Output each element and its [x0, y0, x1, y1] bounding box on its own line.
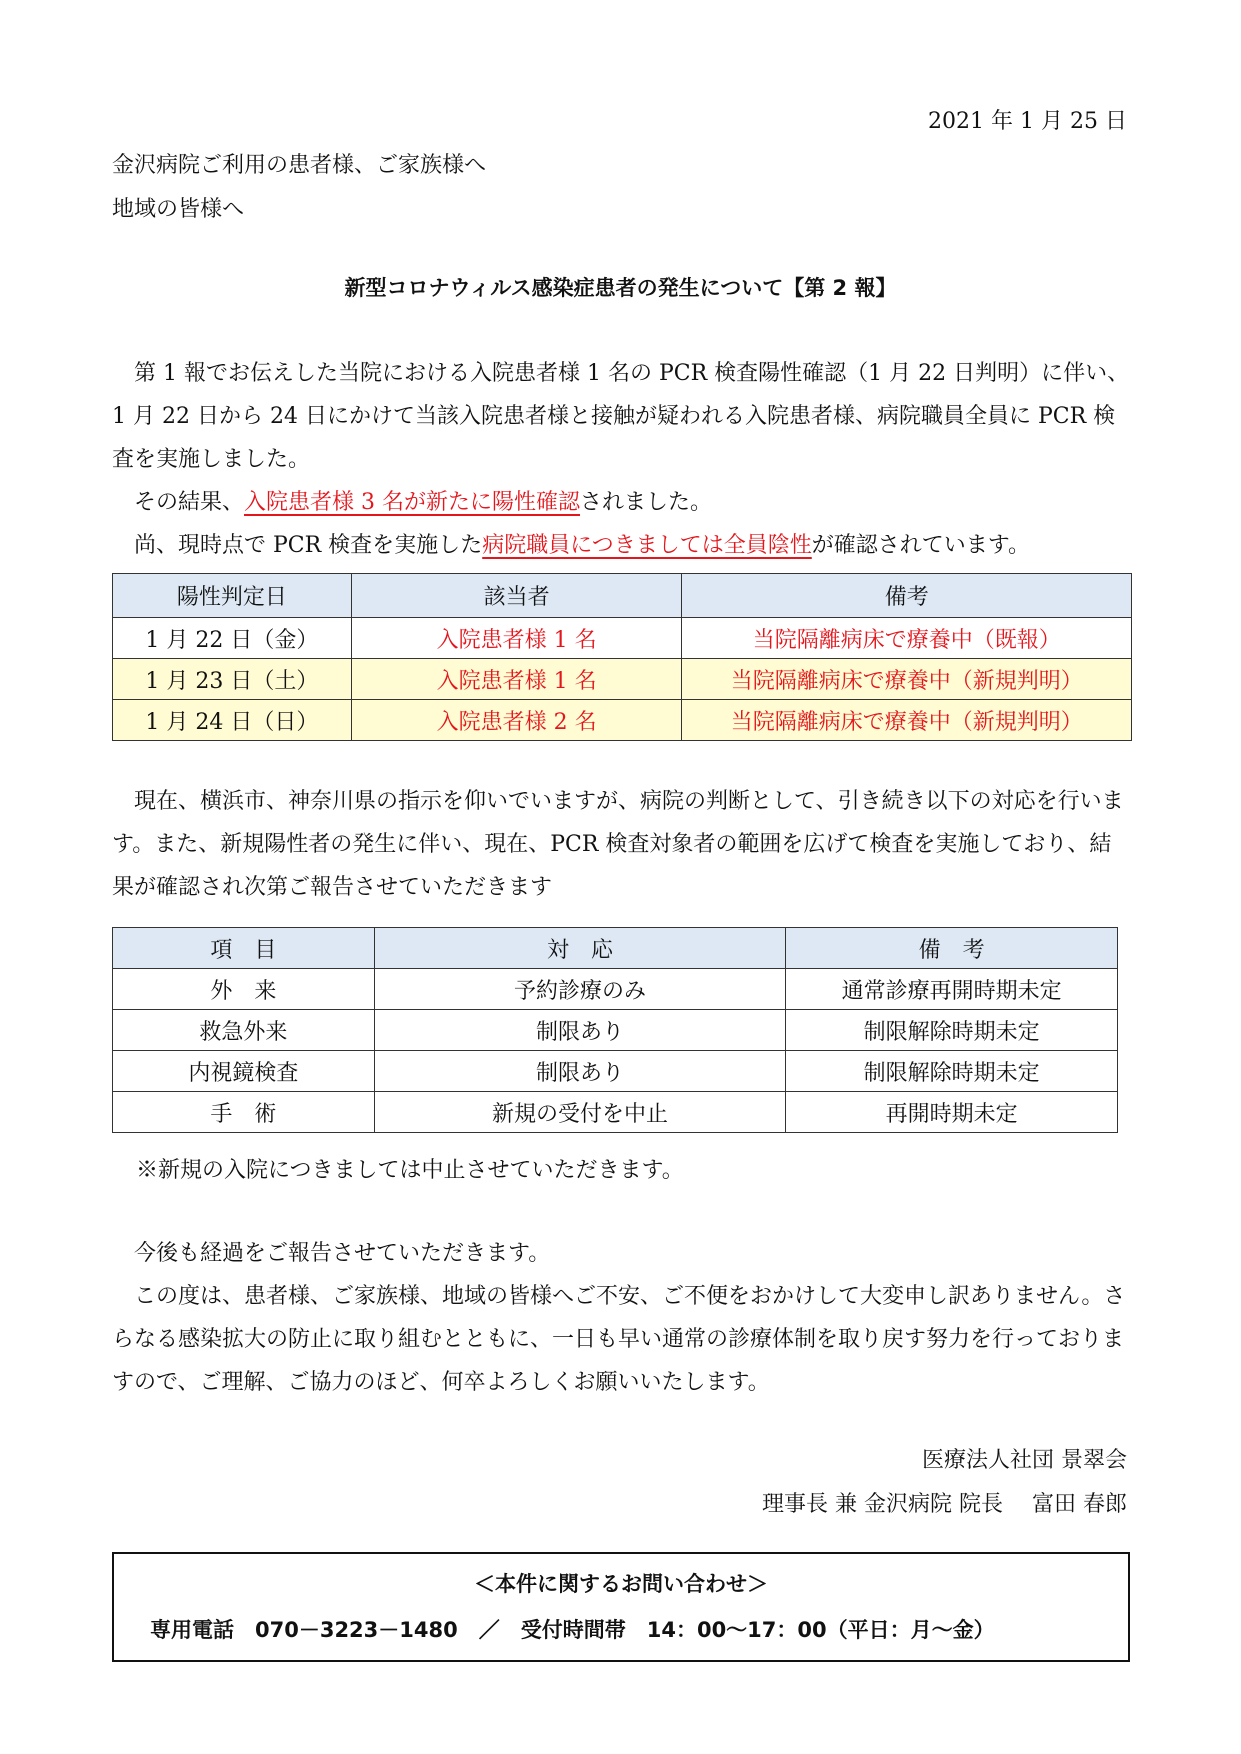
closing-section [112, 1232, 1132, 1404]
intro-section [112, 352, 1132, 567]
table-row [113, 1092, 1118, 1133]
table-header-row [113, 574, 1132, 618]
cell-person: 入院患者様 2 名 [351, 700, 682, 741]
table-row [113, 659, 1132, 700]
positive-cases-table [112, 573, 1132, 741]
cell-person: 入院患者様 1 名 [351, 618, 682, 659]
cell-note: 当院隔離病床で療養中（既報） [682, 618, 1132, 659]
header-action: 対 応 [374, 928, 786, 969]
contact-details: 専用電話 070－3223－1480 ／ 受付時間帯 14：00～17：00（平日：月～金） [150, 1618, 995, 1642]
table-row [113, 969, 1118, 1010]
staff-suffix: が確認されています。 [811, 533, 1031, 558]
header-date: 陽性判定日 [113, 574, 352, 618]
document-date: 2021 年 1 月 25 日 [928, 109, 1127, 134]
header-note: 備 考 [786, 928, 1118, 969]
cell-note: 制限解除時期未定 [786, 1010, 1118, 1051]
cell-note: 当院隔離病床で療養中（新規判明） [682, 659, 1132, 700]
contact-heading: ＜本件に関するお問い合わせ＞ [474, 1572, 768, 1596]
cell-date: 1 月 24 日（日） [113, 700, 352, 741]
addressee-community: 地域の皆様へ [112, 197, 245, 222]
cell-action: 制限あり [374, 1051, 786, 1092]
intro-paragraph: 第 1 報でお伝えした当院における入院患者様 1 名の PCR 検査陽性確認（1 月 22 日判明）に伴い、1 月 22 日から 24 日にかけて当該入院患者様と接触が疑われる入院患者様、病院職員全員に PCR 検査を実施しました。 [112, 361, 1130, 472]
cell-note: 制限解除時期未定 [786, 1051, 1118, 1092]
table-row [113, 700, 1132, 741]
staff-negative-highlight: 病院職員につきましては全員陰性 [482, 533, 812, 558]
signature-organization: 医療法人社団 景翠会 [922, 1448, 1127, 1473]
cell-item: 外 来 [113, 969, 375, 1010]
staff-prefix: 尚、現時点で PCR 検査を実施した [112, 533, 483, 558]
result-suffix: されました。 [580, 490, 713, 515]
cell-note: 再開時期未定 [786, 1092, 1118, 1133]
cell-note: 当院隔離病床で療養中（新規判明） [682, 700, 1132, 741]
result-prefix: その結果、 [112, 490, 245, 515]
cell-date: 1 月 23 日（土） [113, 659, 352, 700]
signature-person: 理事長 兼 金沢病院 院長 富田 春郎 [762, 1492, 1127, 1517]
admission-note: ※新規の入院につきましては中止させていただきます。 [136, 1158, 684, 1183]
header-item: 項 目 [113, 928, 375, 969]
header-note: 備考 [682, 574, 1132, 618]
cell-item: 救急外来 [113, 1010, 375, 1051]
addressee-patients: 金沢病院ご利用の患者様、ご家族様へ [112, 153, 487, 178]
new-positive-highlight: 入院患者様 3 名が新たに陽性確認 [244, 490, 581, 515]
closing-line: 今後も経過をご報告させていただきます。 [112, 1241, 551, 1266]
contact-box [112, 1552, 1130, 1662]
cell-date: 1 月 22 日（金） [113, 618, 352, 659]
document-title: 新型コロナウィルス感染症患者の発生について【第 2 報】 [344, 276, 897, 300]
table-header-row [113, 928, 1118, 969]
cell-item: 内視鏡検査 [113, 1051, 375, 1092]
cell-action: 制限あり [374, 1010, 786, 1051]
result-paragraph [112, 481, 1132, 524]
cell-item: 手 術 [113, 1092, 375, 1133]
apology-paragraph: この度は、患者様、ご家族様、地域の皆様へご不安、ご不便をおかけして大変申し訳ありません。さらなる感染拡大の防止に取り組むとともに、一日も早い通常の診療体制を取り戻す努力を行っておりますので、ご理解、ご協力のほど、何卒よろしくお願いいたします。 [112, 1284, 1126, 1395]
cell-action: 予約診療のみ [374, 969, 786, 1010]
response-table [112, 927, 1118, 1133]
cell-person: 入院患者様 1 名 [351, 659, 682, 700]
table-row [113, 1051, 1118, 1092]
header-person: 該当者 [351, 574, 682, 618]
cell-note: 通常診療再開時期未定 [786, 969, 1118, 1010]
staff-paragraph [112, 524, 1132, 567]
table-row [113, 618, 1132, 659]
table-row [113, 1010, 1118, 1051]
response-paragraph: 現在、横浜市、神奈川県の指示を仰いでいますが、病院の判断として、引き続き以下の対応を行います。また、新規陽性者の発生に伴い、現在、PCR 検査対象者の範囲を広げて検査を実施しており、結果が確認され次第ご報告させていただきます [112, 789, 1124, 900]
cell-action: 新規の受付を中止 [374, 1092, 786, 1133]
